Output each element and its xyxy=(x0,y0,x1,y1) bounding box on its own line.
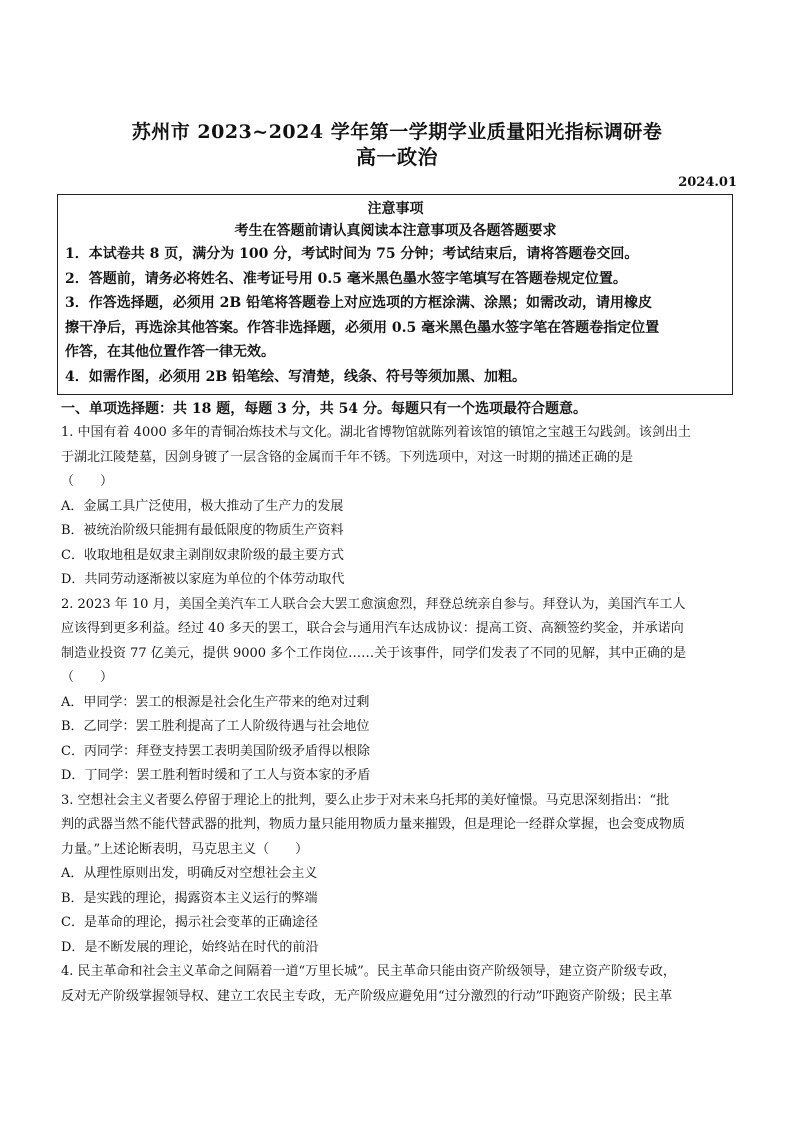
option-c: C．是革命的理论，揭示社会变革的正确途径 xyxy=(61,915,318,930)
option-d: D．丁同学：罢工胜利暂时缓和了工人与资本家的矛盾 xyxy=(61,768,371,783)
question-stem-line: 判的武器当然不能代替武器的批判，物质力量只能用物质力量来摧毁，但是理论一经群众掌握，也会变成物质 xyxy=(61,817,686,832)
question-stem-line: 制造业投资 77 亿美元，提供 9000 多个工作岗位……关于该事件，同学们发表了不同的见解，其中正确的是 xyxy=(61,645,687,661)
question-stem-line: 力量。”上述论断表明，马克思主义（ ） xyxy=(61,841,309,857)
option-a: A．从理性原则出发，明确反对空想社会主义 xyxy=(61,866,318,881)
section-title: 一、单项选择题：共 18 题，每题 3 分，共 54 分。每题只有一个选项最符合题意。 xyxy=(61,401,587,417)
question-stem-line: 应该得到更多利益。经过 40 多天的罢工，联合会与通用汽车达成协议：提高工资、高额签约奖金，并承诺向 xyxy=(61,621,684,636)
question-stem-line: 反对无产阶级掌握领导权、建立工农民主专政，无产阶级应避免用“过分激烈的行动”吓跑资产阶级；民主革 xyxy=(61,988,673,1004)
option-a: A．甲同学：罢工的根源是社会化生产带来的绝对过剩 xyxy=(61,694,370,710)
notice-subheading: 考生在答题前请认真阅读本注意事项及各题答题要求 xyxy=(234,223,557,239)
question-stem-line: 于湖北江陵楚墓，因剑身镀了一层含铬的金属而千年不锈。下列选项中，对这一时期的描述正确的是 xyxy=(61,449,634,465)
notice-line: 1．本试卷共 8 页，满分为 100 分，考试时间为 75 分钟；考试结束后，请将答题卷交回。 xyxy=(65,246,639,262)
question-4 xyxy=(61,960,741,1009)
option-b: B．被统治阶级只能拥有最低限度的物质生产资料 xyxy=(61,523,344,538)
question-stem-line: （ ） xyxy=(61,474,114,489)
question-2 xyxy=(61,593,741,789)
notice-line: 作答，在其他位置作答一律无效。 xyxy=(65,344,275,360)
notice-heading: 注意事项 xyxy=(367,201,424,217)
exam-date: 2024.01 xyxy=(678,175,737,190)
question-stem-line: 3. 空想社会主义者要么停留于理论上的批判，要么止步于对未来乌托邦的美好憧憬。马克思深刻指出：“批 xyxy=(61,792,670,808)
question-stem-line: （ ） xyxy=(61,670,114,685)
option-d: D．共同劳动逐渐被以家庭为单位的个体劳动取代 xyxy=(61,572,345,587)
option-c: C．收取地租是奴隶主剥削奴隶阶级的最主要方式 xyxy=(61,547,344,563)
notice-line: 4．如需作图，必须用 2B 铅笔绘、写清楚，线条、符号等须加黑、加粗。 xyxy=(65,368,527,385)
option-b: B．乙同学：罢工胜利提高了工人阶级待遇与社会地位 xyxy=(61,719,370,734)
notice-line: 擦干净后，再选涂其他答案。作答非选择题，必须用 0.5 毫米黑色墨水签字笔在答题卷指定位置 xyxy=(65,319,660,336)
notice-line: 3．作答选择题，必须用 2B 铅笔将答题卷上对应选项的方框涂满、涂黑；如需改动，请用橡皮 xyxy=(65,295,653,311)
question-body xyxy=(61,397,741,1009)
question-stem-line: 4. 民主革命和社会主义革命之间隔着一道“万里长城”。民主革命只能由资产阶级领导，建立资产阶级专政， xyxy=(61,964,676,979)
notice-line: 2．答题前，请务必将姓名、准考证号用 0.5 毫米黑色墨水签字笔填写在答题卷规定位置。 xyxy=(65,270,627,287)
exam-title: 苏州市 2023~2024 学年第一学期学业质量阳光指标调研卷 xyxy=(131,121,663,143)
question-3 xyxy=(61,789,741,961)
notice-box xyxy=(57,194,733,395)
option-a: A．金属工具广泛使用，极大推动了生产力的发展 xyxy=(61,498,344,514)
question-stem-line: 2. 2023 年 10 月，美国全美汽车工人联合会大罢工愈演愈烈，拜登总统亲自参与。拜登认为，美国汽车工人 xyxy=(61,596,686,612)
question-1 xyxy=(61,421,741,593)
option-c: C．丙同学：拜登支持罢工表明美国阶级矛盾得以根除 xyxy=(61,743,370,759)
question-stem-line: 1. 中国有着 4000 多年的青铜冶炼技术与文化。湖北省博物馆就陈列着该馆的镇馆之宝越王勾践剑。该剑出土 xyxy=(61,425,691,440)
option-b: B．是实践的理论，揭露资本主义运行的弊端 xyxy=(61,890,318,906)
option-d: D．是不断发展的理论，始终站在时代的前沿 xyxy=(61,939,319,955)
exam-subject: 高一政治 xyxy=(356,145,438,169)
